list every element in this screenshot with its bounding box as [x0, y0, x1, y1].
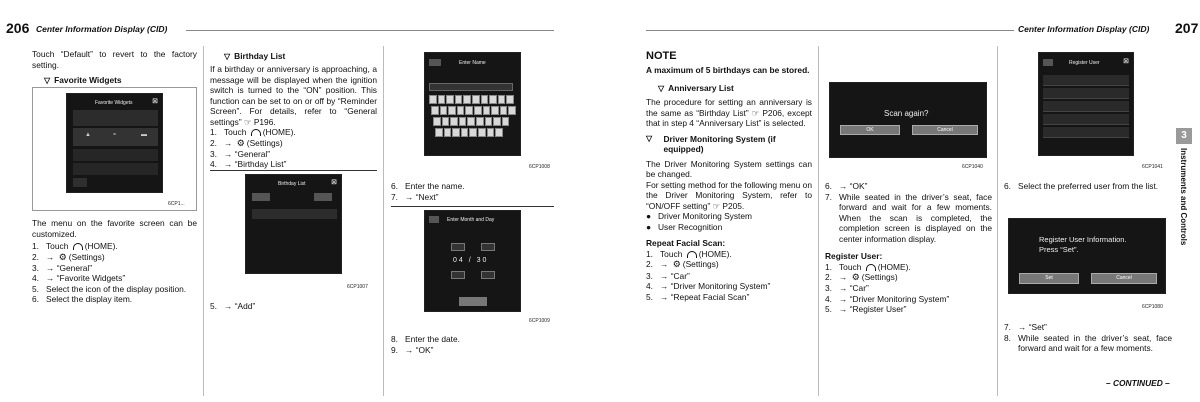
- step-item: 3. → “Car”: [825, 283, 869, 294]
- screen-title: Register User: [1069, 60, 1100, 66]
- step-item: 5. → “Add”: [210, 301, 256, 311]
- screen-title: Birthday List: [278, 181, 306, 187]
- chapter-tab: 3: [1176, 128, 1192, 144]
- step-item: 2. → ⚙ (Settings): [646, 259, 719, 270]
- name-input[interactable]: [429, 83, 513, 91]
- step-item: 4. → “Birthday List”: [210, 159, 287, 170]
- section-title-anniversary: ▽ Anniversary List: [658, 83, 734, 94]
- step-item: 8. While seated in the driver’s seat, face forward and wait for a few moments.: [1004, 332, 1172, 353]
- step-item: 1. Touch (HOME).: [825, 261, 911, 272]
- page-number-left: 206: [6, 20, 30, 36]
- keyboard-key[interactable]: [469, 128, 477, 137]
- step-item: 6. Select the display item.: [32, 294, 133, 305]
- widget-row: ▲ ≈ ▬: [73, 128, 158, 146]
- close-icon: ⊠: [152, 98, 158, 105]
- user-list-item[interactable]: [1043, 75, 1129, 86]
- section-title-driver-monitoring: ▽ Driver Monitoring System (if equipped): [646, 133, 776, 155]
- figure-code: 6CP1007: [347, 284, 368, 290]
- register-info-line2: Press “Set”.: [1039, 245, 1079, 254]
- step-item: 1. Touch (HOME).: [210, 127, 296, 137]
- widget-cell: [73, 178, 87, 187]
- favorite-widgets-screen: [66, 93, 163, 193]
- screen-title: Favorite Widgets: [95, 100, 133, 106]
- delete-button[interactable]: [314, 193, 332, 201]
- ok-button[interactable]: OK: [840, 125, 900, 135]
- left-col-3-steps-a: [391, 181, 551, 202]
- step-item: 7. While seated in the driver’s seat, face forward and wait for a few moments. When the scan is completed, the completion screen is displayed on the center information display.: [825, 191, 992, 244]
- home-icon: [251, 129, 261, 136]
- keyboard-key[interactable]: [485, 117, 493, 126]
- step-item: 7. → “Set”: [1004, 322, 1047, 332]
- section-title-birthday-list: ▽ Birthday List: [224, 51, 286, 61]
- keyboard-key[interactable]: [508, 106, 516, 115]
- right-col-1: [646, 50, 812, 302]
- widget-row: [73, 163, 158, 175]
- header-rule-right: [646, 30, 1014, 31]
- set-button[interactable]: Set: [1019, 273, 1079, 284]
- continued-label: – CONTINUED –: [1106, 378, 1170, 388]
- cancel-button[interactable]: Cancel: [1091, 273, 1157, 284]
- favorite-para: The menu on the favorite screen can be customized.: [32, 218, 197, 239]
- step-item: 2. → ⚙ (Settings): [210, 137, 283, 148]
- step-item: 1. Touch (HOME).: [646, 248, 732, 259]
- figure-rule: [391, 206, 554, 207]
- screen-title: Enter Name: [459, 60, 486, 66]
- dms-para: The Driver Monitoring System settings can be changed.: [646, 158, 812, 180]
- step-item: 6. Select the preferred user from the list.: [1004, 181, 1159, 191]
- right-col-3-steps-a: [1004, 181, 1172, 192]
- step-item: 5. Select the icon of the display position.: [32, 283, 187, 294]
- left-col-2-step5: [210, 301, 377, 312]
- intro-text: Touch “Default” to revert to the factory setting.: [32, 49, 197, 70]
- keyboard-key[interactable]: [467, 117, 475, 126]
- scan-again-text: Scan again?: [884, 109, 929, 118]
- keyboard-key[interactable]: [461, 128, 469, 137]
- home-icon: [866, 264, 876, 271]
- keyboard-key[interactable]: [498, 95, 506, 104]
- step-item: 5. → “Register User”: [825, 304, 907, 315]
- user-list-item[interactable]: [1043, 127, 1129, 138]
- keyboard: [429, 95, 517, 151]
- register-user-screen: [1038, 52, 1134, 156]
- keyboard-key[interactable]: [472, 95, 480, 104]
- ok-button[interactable]: [459, 297, 487, 306]
- section-title-favorite-widgets: ▽ Favorite Widgets: [44, 75, 122, 85]
- figure-code: 6CP1041: [1142, 164, 1163, 170]
- figure-code: 6CP1009: [529, 318, 550, 324]
- keyboard-key[interactable]: [463, 95, 471, 104]
- keyboard-key[interactable]: [483, 106, 491, 115]
- step-item: 4. → “Favorite Widgets”: [32, 273, 126, 284]
- date-value: 04 / 30: [453, 257, 489, 264]
- month-up-button[interactable]: [451, 243, 465, 251]
- birthday-para: If a birthday or anniversary is approaching, a message will be displayed when the ignition switch is turned to the “ON” position. This function can be set to on or off by “Reminder Screen”. For details, refer to “General settings” ☞ P196.: [210, 64, 377, 127]
- step-item: 2. → ⚙ (Settings): [32, 251, 105, 262]
- keyboard-key[interactable]: [442, 117, 450, 126]
- close-icon: ⊠: [1123, 58, 1129, 65]
- note-text: A maximum of 5 birthdays can be stored.: [646, 64, 810, 75]
- step-item: 5. → “Repeat Facial Scan”: [646, 291, 750, 302]
- keyboard-key[interactable]: [446, 95, 454, 104]
- day-up-button[interactable]: [481, 243, 495, 251]
- keyboard-key[interactable]: [455, 95, 463, 104]
- keyboard-key[interactable]: [478, 128, 486, 137]
- subhead-repeat-scan: Repeat Facial Scan:: [646, 238, 726, 249]
- keyboard-key[interactable]: [481, 95, 489, 104]
- settings-gear-icon: ⚙: [851, 272, 860, 282]
- day-down-button[interactable]: [481, 271, 495, 279]
- keyboard-key[interactable]: [476, 117, 484, 126]
- home-icon: [687, 251, 697, 258]
- close-icon: ⊠: [331, 179, 337, 186]
- subhead-register-user: Register User:: [825, 251, 883, 261]
- keyboard-key[interactable]: [489, 95, 497, 104]
- page-header-title-left: Center Information Display (CID): [36, 24, 168, 34]
- home-icon: [73, 243, 83, 250]
- bullet-item: ● Driver Monitoring System: [646, 211, 753, 222]
- figure-rule: [210, 170, 377, 171]
- keyboard-key[interactable]: [506, 95, 514, 104]
- scan-again-screen: [829, 82, 987, 158]
- month-down-button[interactable]: [451, 271, 465, 279]
- step-item: 9. → “OK”: [391, 344, 434, 355]
- figure-code: 6CP1080: [1142, 304, 1163, 310]
- keyboard-key[interactable]: [495, 128, 503, 137]
- keyboard-key[interactable]: [502, 117, 510, 126]
- keyboard-key[interactable]: [440, 106, 448, 115]
- user-list-item[interactable]: [1043, 101, 1129, 112]
- keyboard-key[interactable]: [500, 106, 508, 115]
- cancel-button[interactable]: Cancel: [912, 125, 978, 135]
- user-list-item[interactable]: [1043, 114, 1129, 125]
- settings-gear-icon: ⚙: [236, 137, 245, 148]
- birthday-list-screen: [245, 174, 342, 274]
- keyboard-key[interactable]: [491, 106, 499, 115]
- keyboard-key[interactable]: [465, 106, 473, 115]
- keyboard-key[interactable]: [459, 117, 467, 126]
- settings-gear-icon: ⚙: [58, 251, 67, 262]
- column-divider: [383, 46, 384, 396]
- column-divider: [203, 46, 204, 396]
- note-title: NOTE: [646, 50, 677, 62]
- step-item: 8. Enter the date.: [391, 334, 460, 344]
- keyboard-key[interactable]: [444, 128, 452, 137]
- keyboard-key[interactable]: [448, 106, 456, 115]
- right-col-2-text: [825, 181, 992, 315]
- back-button[interactable]: [1043, 59, 1053, 66]
- keyboard-key[interactable]: [429, 95, 437, 104]
- keyboard-key[interactable]: [435, 128, 443, 137]
- step-item: 4. → “Driver Monitoring System”: [646, 281, 771, 291]
- left-col-1: [32, 49, 197, 86]
- left-col-3-steps-b: [391, 334, 551, 355]
- step-item: 7. → “Next”: [391, 191, 439, 202]
- keyboard-key[interactable]: [431, 106, 439, 115]
- keyboard-key[interactable]: [452, 128, 460, 137]
- enter-name-screen: [424, 52, 521, 156]
- register-info-screen: [1008, 218, 1166, 294]
- keyboard-key[interactable]: [433, 117, 441, 126]
- keyboard-key[interactable]: [493, 117, 501, 126]
- figure-code: 6CP1008: [529, 164, 550, 170]
- add-button[interactable]: [252, 193, 270, 201]
- keyboard-key[interactable]: [450, 117, 458, 126]
- page-header-title-right: Center Information Display (CID): [1018, 24, 1150, 34]
- right-col-3-steps-b: [1004, 322, 1172, 354]
- enter-date-screen: [424, 210, 521, 312]
- step-item: 1. Touch (HOME).: [32, 241, 118, 251]
- column-divider: [997, 46, 998, 396]
- step-item: 3. → “General”: [210, 148, 271, 159]
- register-info-line1: Register User Information.: [1039, 235, 1127, 244]
- keyboard-key[interactable]: [487, 128, 495, 137]
- keyboard-key[interactable]: [438, 95, 446, 104]
- column-divider: [818, 46, 819, 396]
- step-item: 6. Enter the name.: [391, 181, 465, 191]
- left-col-2: [210, 51, 377, 170]
- figure-code: 6CP1...: [168, 201, 185, 207]
- chapter-side-label: Instruments and Controls: [1179, 148, 1188, 246]
- step-item: 6. → “OK”: [825, 181, 868, 191]
- step-item: 3. → “General”: [32, 262, 93, 273]
- back-button[interactable]: [429, 216, 439, 223]
- settings-gear-icon: ⚙: [672, 259, 681, 270]
- back-button[interactable]: [429, 59, 441, 66]
- user-list-item[interactable]: [1043, 88, 1129, 99]
- header-rule-left: [186, 30, 554, 31]
- keyboard-key[interactable]: [474, 106, 482, 115]
- page-number-right: 207: [1175, 20, 1199, 36]
- keyboard-key[interactable]: [457, 106, 465, 115]
- left-col-1-steps: [32, 218, 197, 305]
- screen-title: Enter Month and Day: [447, 217, 495, 223]
- step-item: 2. → ⚙ (Settings): [825, 272, 898, 282]
- step-item: 3. → “Car”: [646, 270, 690, 281]
- widget-row: [73, 149, 158, 161]
- figure-code: 6CP1040: [962, 164, 983, 170]
- list-item[interactable]: [252, 209, 337, 219]
- anniversary-para: The procedure for setting an anniversary is the same as “Birthday List” ☞ P206, except that in step 4 “Anniversary List” is selected.: [646, 97, 812, 129]
- bullet-item: ● User Recognition: [646, 221, 723, 232]
- step-item: 4. → “Driver Monitoring System”: [825, 293, 950, 304]
- dms-para-2: For setting method for the following menu on the Driver Monitoring System, refer to “ON/OFF setting” ☞ P205.: [646, 179, 812, 211]
- widget-banner: [73, 110, 158, 126]
